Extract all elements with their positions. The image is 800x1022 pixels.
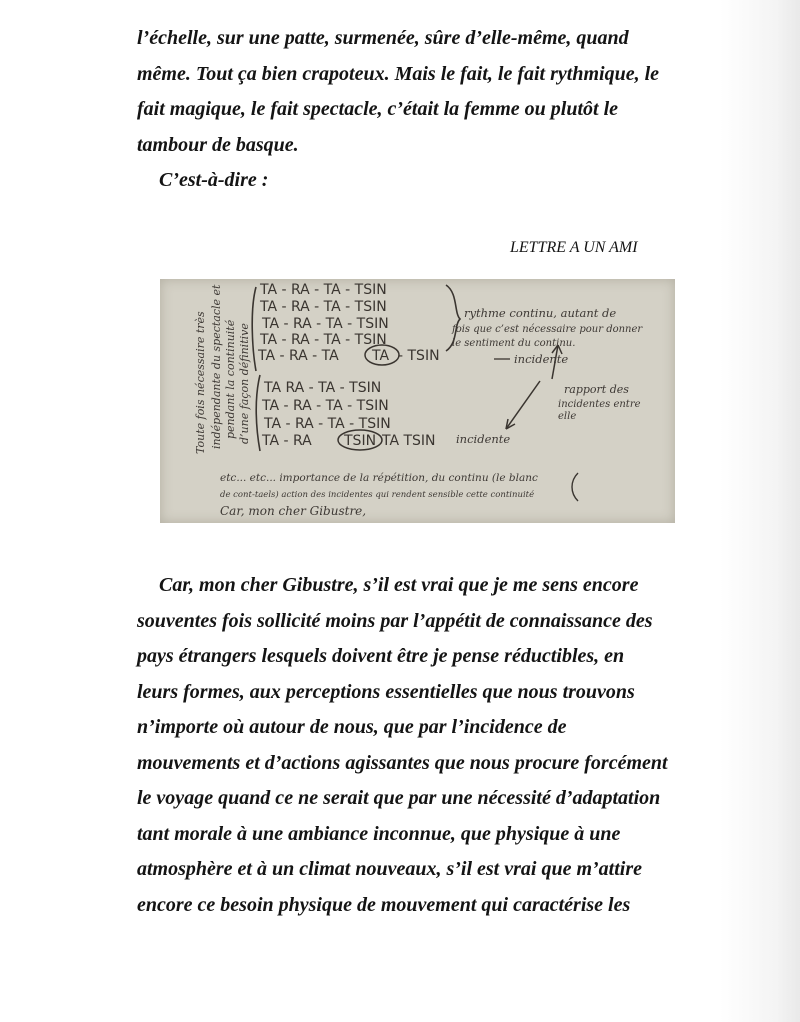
rhythm-line: TA - RA - TA - TSIN [262, 316, 389, 332]
manuscript-drawing [160, 279, 675, 523]
note-text: elle [558, 411, 577, 422]
note-text: rapport des [564, 383, 629, 396]
paragraph-top [137, 21, 697, 199]
text-line: C’est-à-dire : [159, 169, 269, 191]
bracket-lower [256, 375, 260, 451]
margin-note: Toute fois nécessaire très [194, 311, 207, 454]
text-line: pays étrangers lesquels doivent être je pense réductibles, en [137, 645, 625, 667]
paren-stroke [572, 473, 578, 501]
note-text: incidente [456, 432, 511, 446]
text-line: même. Tout ça bien crapoteux. Mais le fait, le fait rythmique, le [137, 62, 660, 85]
note-text: fois que c’est nécessaire pour donner [452, 324, 643, 335]
text-line: l’échelle, sur une patte, surmenée, sûre d’elle-même, quand [137, 27, 629, 49]
rhythm-line: TA - RA - TA - TSIN [260, 332, 387, 348]
note-text: rythme continu, autant de [464, 306, 617, 320]
note-text: le sentiment du continu. [452, 338, 576, 349]
arrow-head [506, 419, 515, 429]
rhythm-line: TA - RA - TA - TSIN [260, 299, 387, 315]
margin-note: d’une façon définitive [238, 323, 251, 444]
rhythm-line: TA - RA - TA - TSIN [262, 398, 389, 414]
rhythm-line: - TSIN [398, 348, 440, 364]
text-line: mouvements et d’actions agissantes que nous procure forcément [137, 751, 668, 774]
manuscript-image [160, 279, 675, 523]
text-line: Car, mon cher Gibustre, s’il est vrai que je me sens encore [159, 574, 639, 596]
arrow-line [506, 381, 540, 429]
text-line: leurs formes, aux perceptions essentielles que nous trouvons [137, 680, 635, 703]
text-line: n’importe où autour de nous, que par l’incidence de [137, 716, 567, 738]
text-line: fait magique, le fait spectacle, c’était la femme ou plutôt le [137, 98, 619, 120]
text-line: atmosphère et à un climat nouveaux, s’il est vrai que m’attire [137, 858, 642, 880]
rhythm-line: TA - RA - TA - TSIN [264, 416, 391, 432]
rhythm-incidente: TSIN [344, 433, 377, 449]
paragraph-bottom [137, 568, 697, 923]
rhythm-incidente: TA [372, 348, 390, 364]
margin-note: indépendante du spectacle et [210, 284, 223, 449]
note-text: incidentes entre [558, 399, 641, 410]
note-text: Car, mon cher Gibustre, [220, 504, 367, 518]
text-line: tant morale à une ambiance inconnue, que physique à une [137, 822, 621, 845]
text-line: souventes fois sollicité moins par l’appétit de connaissance des [137, 609, 653, 632]
text-line: le voyage quand ce ne serait que par une nécessité d’adaptation [137, 787, 661, 809]
bracket-upper [252, 287, 256, 371]
note-text: incidente [514, 352, 569, 366]
note-text: de cont-taels) action des incidentes qui rendent sensible cette continuité [220, 490, 535, 500]
text-line: encore ce besoin physique de mouvement qui caractérise les [137, 893, 631, 916]
rhythm-line: TA TSIN [382, 433, 436, 449]
rhythm-line: TA - RA [262, 433, 312, 449]
letter-heading: LETTRE A UN AMI [510, 239, 638, 256]
text-line: tambour de basque. [137, 133, 299, 156]
rhythm-line: TA - RA - TA - TSIN [260, 282, 387, 298]
margin-note: pendant la continuité [224, 319, 237, 439]
rhythm-line: TA - RA - TA [258, 348, 339, 364]
note-text: etc... etc... importance de la répétition, du continu (le blanc [220, 472, 538, 484]
rhythm-line: TA RA - TA - TSIN [264, 380, 382, 396]
